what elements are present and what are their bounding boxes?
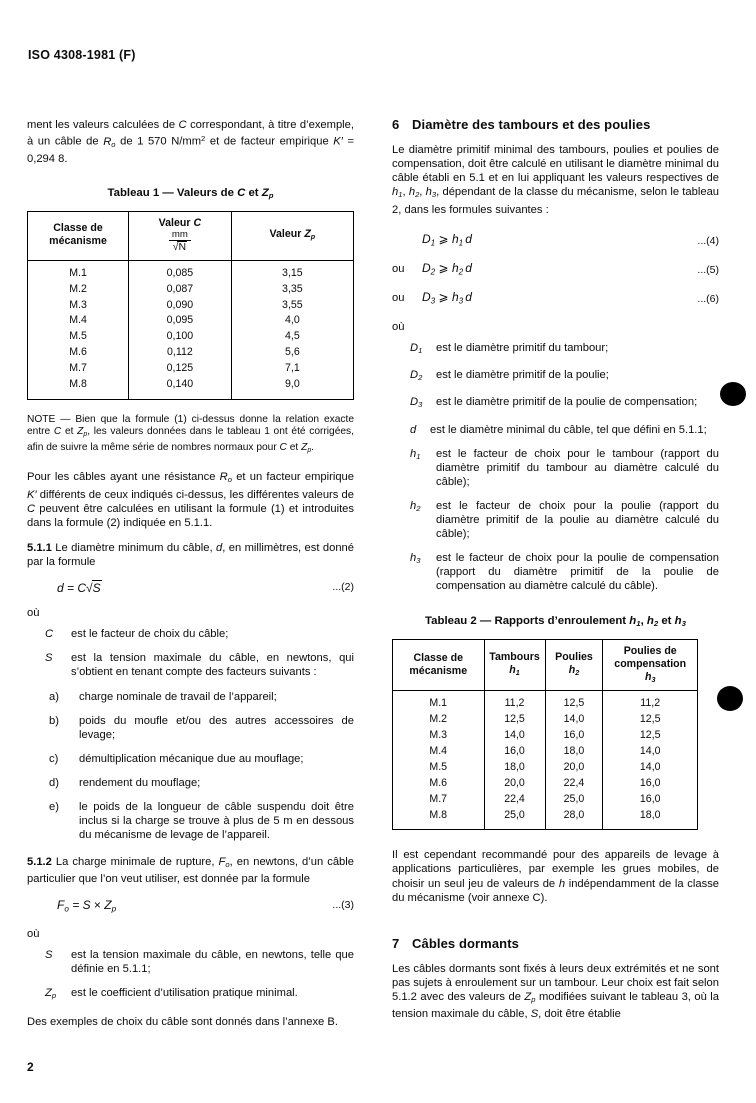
cell-classe: M.4 <box>28 313 129 329</box>
table-row <box>28 260 354 281</box>
paragraph-annexe-b: Des exemples de choix du câble sont donnés dans l’annexe B. <box>27 1016 338 1029</box>
cell-h3: 16,0 <box>639 777 661 789</box>
table2-header-row <box>393 639 698 691</box>
definition-h1: $h_1$ est le facteur de choix pour le tambour (rapport du diamètre primitif du tambour au diamètre calculé du câble); <box>410 447 719 488</box>
cell-valeur-c: 0,085 <box>129 260 232 281</box>
definition-text: est le facteur de choix pour le tambour (rapport du diamètre primitif du tambour au diamètre calculé du câble); <box>436 447 719 488</box>
list-item <box>27 714 354 742</box>
table1-body <box>28 260 354 399</box>
cell-classe: M.7 <box>393 792 485 808</box>
definition-s-2 <box>27 948 354 976</box>
definition-text: est la tension maximale du câble, en newtons, telle que définie en 5.1.1; <box>71 949 354 976</box>
cell-valeur-zp: 4,0 <box>285 314 300 327</box>
cell-valeur-c: 0,100 <box>129 329 232 345</box>
margin-dot-mark-lower <box>717 686 743 711</box>
definition-text: est le diamètre primitif du tambour; <box>436 341 609 354</box>
definition-d2: $D_2$ est le diamètre primitif de la poulie; <box>392 368 719 385</box>
table2-head <box>393 639 698 691</box>
list-item-text: démultiplication mécanique due au mouflage; <box>79 752 304 765</box>
list-item-text: le poids de la longueur de câble suspendu doit être inclus si la charge se trouve à plus de 5 m en dessous du mécanisme de levage de l’appareil. <box>79 800 354 842</box>
cell-classe: M.3 <box>393 728 485 744</box>
cell-classe: M.5 <box>393 760 485 776</box>
table-row <box>28 377 354 399</box>
table2-body <box>393 691 698 830</box>
text-run: ment les valeurs calculées de <box>27 119 179 131</box>
table1-caption-symbol-c: C <box>237 186 246 199</box>
cell-h1: 22,4 <box>484 792 545 808</box>
cell-h2: 22,4 <box>545 776 603 792</box>
list-item <box>27 752 354 766</box>
formula-3: $F_o = S \times Z_p$ ...(3) <box>57 897 354 913</box>
document-header: ISO 4308-1981 (F) <box>28 48 136 62</box>
cell-classe: M.2 <box>28 281 129 297</box>
definition-text: est le facteur de choix du câble; <box>71 628 229 641</box>
cell-classe: M.4 <box>393 744 485 760</box>
table-row <box>393 728 698 744</box>
cell-h3: 12,5 <box>639 713 661 726</box>
sqrt-n: √N <box>169 240 191 253</box>
equation-number: ...(5) <box>697 264 719 277</box>
clause-number: 5.1.2 <box>27 856 52 869</box>
page-number: 2 <box>27 1060 34 1074</box>
symbol-k-prime: K′ <box>333 135 343 148</box>
symbol-zp: $Z_p$ <box>304 228 316 242</box>
cell-h2: 20,0 <box>545 760 603 776</box>
definition-text: est le diamètre primitif de la poulie; <box>436 369 609 382</box>
table-row <box>28 361 354 377</box>
margin-dot-mark-upper <box>720 382 746 406</box>
equation-number: ...(4) <box>697 234 719 247</box>
table1 <box>27 211 354 400</box>
note-label: NOTE — <box>27 413 71 425</box>
list-item <box>27 800 354 842</box>
definition-symbol: S <box>45 652 53 665</box>
table-row <box>393 744 698 760</box>
cell-valeur-c: 0,095 <box>129 313 232 329</box>
table1-header-row <box>28 212 354 261</box>
section-number: 7 <box>392 935 400 951</box>
cell-h3: 14,0 <box>639 745 661 758</box>
equation-number: ...(6) <box>697 293 719 306</box>
right-column <box>392 118 719 1032</box>
clause-5-1-2: 5.1.2 La charge minimale de rupture, $F_o$, en newtons, d’un câble particulier que l’on veut utiliser, est donnée par la formule <box>27 856 354 886</box>
cell-h3: 16,0 <box>639 792 661 805</box>
table1-caption-prefix: Tableau 1 — Valeurs de <box>107 186 238 199</box>
definition-text: est la tension maximale du câble, en newtons, qui s’obtient en tenant compte des facteurs suivants : <box>71 652 354 679</box>
section-title: Diamètre des tambours et des poulies <box>412 117 651 132</box>
cell-h2: 16,0 <box>545 728 603 744</box>
cell-h1: 18,0 <box>484 760 545 776</box>
table1-col-classe: Classe de mécanisme <box>28 212 129 261</box>
table2-caption: Tableau 2 — Rapports d’enroulement $h_1$, $h_2$ et $h_3$ <box>425 614 686 628</box>
definition-text: est le coefficient d’utilisation pratique minimal. <box>71 987 298 1000</box>
cell-valeur-zp: 5,6 <box>285 346 300 359</box>
table1-head <box>28 212 354 261</box>
table2-col-poulies-compensation: Poulies de compensation $h_3$ <box>603 639 698 691</box>
table1-caption <box>27 186 354 203</box>
ou-label: où <box>27 607 40 620</box>
ou-label: où <box>27 927 40 940</box>
cell-valeur-c: 0,112 <box>129 345 232 361</box>
definition-symbol: C <box>45 628 54 641</box>
table-row <box>393 776 698 792</box>
definition-d1: $D_1$ est le diamètre primitif du tambour; <box>392 341 719 358</box>
cell-valeur-c: 0,140 <box>129 377 232 399</box>
symbol-ro <box>103 136 115 148</box>
ou-label: où <box>392 320 405 333</box>
definition-s <box>27 651 354 679</box>
list-item-label: b) <box>49 714 59 727</box>
table1-col-valeur-zp: Valeur $Z_p$ <box>231 212 353 261</box>
cell-classe: M.7 <box>28 361 129 377</box>
definition-text: est le diamètre primitif de la poulie de compensation; <box>436 396 698 409</box>
text-run: de 1 570 N/mm <box>115 135 202 148</box>
cell-classe: M.6 <box>28 345 129 361</box>
list-item-text: charge nominale de travail de l’appareil; <box>79 690 277 703</box>
cell-valeur-zp: 3,15 <box>282 266 303 279</box>
cell-classe: M.2 <box>393 712 485 728</box>
formula-5: ou $D_2$ ⩾ $h_2$ d ...(5) <box>392 261 719 277</box>
section-number: 6 <box>392 117 400 132</box>
table2-col-classe: Classe de mécanisme <box>393 639 485 691</box>
cell-h1: 20,0 <box>484 776 545 792</box>
cell-valeur-zp: 3,55 <box>282 298 303 311</box>
section6-intro: Le diamètre primitif minimal des tambours, poulies et poulies de compensation, doit être calculé en utilisant le diamètre minimal du câble établi en 5.1 et en lui appliquant les valeurs respectives de $h_1$, $h_2$, $h_3$, dépendant de la classe du mécanisme, selon le tableau 2, dans les formules suivantes : <box>392 144 720 216</box>
table-row <box>28 329 354 345</box>
table-row <box>28 297 354 313</box>
table-row <box>393 792 698 808</box>
list-item-label: e) <box>49 800 59 813</box>
cell-classe: M.8 <box>28 377 129 399</box>
formula-2: d = C√S ...(2) <box>57 581 354 596</box>
definition-d3: $D_3$ est le diamètre primitif de la poulie de compensation; <box>392 395 719 412</box>
table2-col-poulies: Poulies $h_2$ <box>545 639 603 691</box>
table-row <box>393 760 698 776</box>
table-row <box>393 808 698 830</box>
note-block: NOTE — Bien que la formule (1) ci-dessus donne la relation exacte entre C et $Z_p$, les valeurs données dans le tableau 1 ont été corrigées, afin de suivre la même série de nombres normaux pour C et $Z_p$. <box>27 413 354 454</box>
cell-h3: 12,5 <box>639 729 661 742</box>
cell-h1: 14,0 <box>484 728 545 744</box>
table-row <box>393 712 698 728</box>
sqrt-s: √S <box>86 581 101 596</box>
cell-h2: 25,0 <box>545 792 603 808</box>
table1-caption-mid: et <box>245 186 262 199</box>
definition-text: est le facteur de choix pour la poulie (rapport du diamètre primitif de la poulie au diamètre calculé du câble); <box>436 499 719 541</box>
definition-h3: $h_3$ est le facteur de choix pour la poulie de compensation (rapport du diamètre primitif de la poulie de compensation au diamètre calculé du câble). <box>410 552 719 593</box>
cell-h3: 18,0 <box>639 808 661 821</box>
cell-h1: 11,2 <box>484 691 545 712</box>
cell-h1: 25,0 <box>484 808 545 830</box>
definition-c <box>27 627 354 641</box>
definition-symbol: $Z_p$ <box>45 987 57 1001</box>
list-item-label: d) <box>49 776 59 789</box>
cell-classe: M.1 <box>393 691 485 712</box>
cell-classe: M.3 <box>28 297 129 313</box>
section-title: Câbles dormants <box>412 935 519 951</box>
cell-classe: M.1 <box>28 260 129 281</box>
paragraph-continued <box>27 118 354 166</box>
cell-h1: 16,0 <box>484 744 545 760</box>
clause-number: 5.1.1 <box>27 541 52 554</box>
definition-text: est le facteur de choix pour la poulie de compensation (rapport du diamètre primitif de la poulie de compensation au diamètre calculé du câble). <box>436 552 719 593</box>
section-heading-7 <box>392 937 719 951</box>
definition-d: d est le diamètre minimal du câble, tel que défini en 5.1.1; <box>392 423 719 437</box>
section-heading-6 <box>392 118 719 132</box>
table2-col-tambours: Tambours $h_1$ <box>484 639 545 691</box>
list-item <box>27 690 354 704</box>
cell-classe: M.6 <box>393 776 485 792</box>
list-item-text: poids du moufle et/ou des autres accessoires de levage; <box>79 714 354 741</box>
symbol-c: C <box>178 119 187 131</box>
fraction-mm-over-sqrtN: $\frac{mm}{√N}$ <box>169 230 191 254</box>
table2 <box>392 639 698 831</box>
table1-col-valeur-c: Valeur C $\frac{mm}{√N}$ <box>129 212 232 261</box>
cell-valeur-zp: 9,0 <box>285 378 300 391</box>
text-run: et de facteur empirique <box>205 135 334 148</box>
superscript-2: 2 <box>201 134 206 144</box>
cell-valeur-zp: 7,1 <box>285 362 300 375</box>
formula-4: $D_1$ ⩾ $h_1$ d ...(4) <box>422 231 719 247</box>
definition-symbol: S <box>45 949 53 962</box>
list-item-text: rendement du mouflage; <box>79 776 201 789</box>
clause-5-1-1: 5.1.1 Le diamètre minimum du câble, d, en millimètres, est donné par la formule <box>27 541 354 568</box>
table1-caption-symbol-zp: $Z_p$ <box>261 186 274 200</box>
cell-valeur-c: 0,125 <box>129 361 232 377</box>
cell-classe: M.5 <box>28 329 129 345</box>
list-item-label: a) <box>49 690 59 703</box>
list-item-label: c) <box>49 752 59 765</box>
section7-body: Les câbles dormants sont fixés à leurs deux extrémités et ne sont pas sujets à enroulement sur un tambour. Leur choix est fait selon 5.1.2 avec des valeurs de $Z_p$ modifiées suivant le tableau 3, où la tension maximale du câble, S, doit être établie <box>392 962 719 1021</box>
cell-valeur-c: 0,090 <box>129 297 232 313</box>
cell-valeur-zp: 4,5 <box>285 330 300 343</box>
cell-h2: 28,0 <box>545 808 603 830</box>
paragraph-cables-resistance: Pour les câbles ayant une résistance $R_o$ et un facteur empirique K′ différents de ceux indiqués ci-dessus, les différentes valeurs de C peuvent être calculées en utilisant la formule (1) et introduites dans la formule (2) indiquée en 5.1.1. <box>27 471 354 529</box>
definition-h2: $h_2$ est le facteur de choix pour la poulie (rapport du diamètre primitif de la poulie au diamètre calculé du câble); <box>410 499 719 541</box>
cell-h2: 14,0 <box>545 712 603 728</box>
cell-h3: 14,0 <box>639 761 661 774</box>
cell-valeur-zp: 3,35 <box>282 282 303 295</box>
left-column <box>27 118 354 1041</box>
subscript-o: o <box>111 139 116 149</box>
equation-number: ...(2) <box>332 581 354 594</box>
symbol-r: R <box>103 135 112 148</box>
text-run: correspondant, à titre d’exemple, à un câble de <box>27 119 354 148</box>
cell-classe: M.8 <box>393 808 485 830</box>
formula-6: ou $D_3$ ⩾ $h_3$ d ...(6) <box>392 290 719 306</box>
table-row <box>393 691 698 712</box>
text-run: = 0,294 8. <box>27 135 354 165</box>
list-item <box>27 776 354 790</box>
definition-zp <box>27 986 354 1003</box>
cell-valeur-c: 0,087 <box>129 281 232 297</box>
cell-h2: 18,0 <box>545 744 603 760</box>
equation-number: ...(3) <box>332 898 354 911</box>
table-row <box>28 345 354 361</box>
table-row <box>28 281 354 297</box>
cell-h1: 12,5 <box>484 712 545 728</box>
definition-text: est le diamètre minimal du câble, tel que défini en 5.1.1; <box>430 423 707 436</box>
paragraph-after-table2: Il est cependant recommandé pour des appareils de levage à applications particulières, par exemple les grues mobiles, de choisir un seul jeu de valeurs de h indépendamment de la classe du mécanisme (voir annexe C). <box>392 849 720 904</box>
table-row <box>28 313 354 329</box>
cell-h2: 12,5 <box>545 691 603 712</box>
cell-h3: 11,2 <box>640 697 661 710</box>
